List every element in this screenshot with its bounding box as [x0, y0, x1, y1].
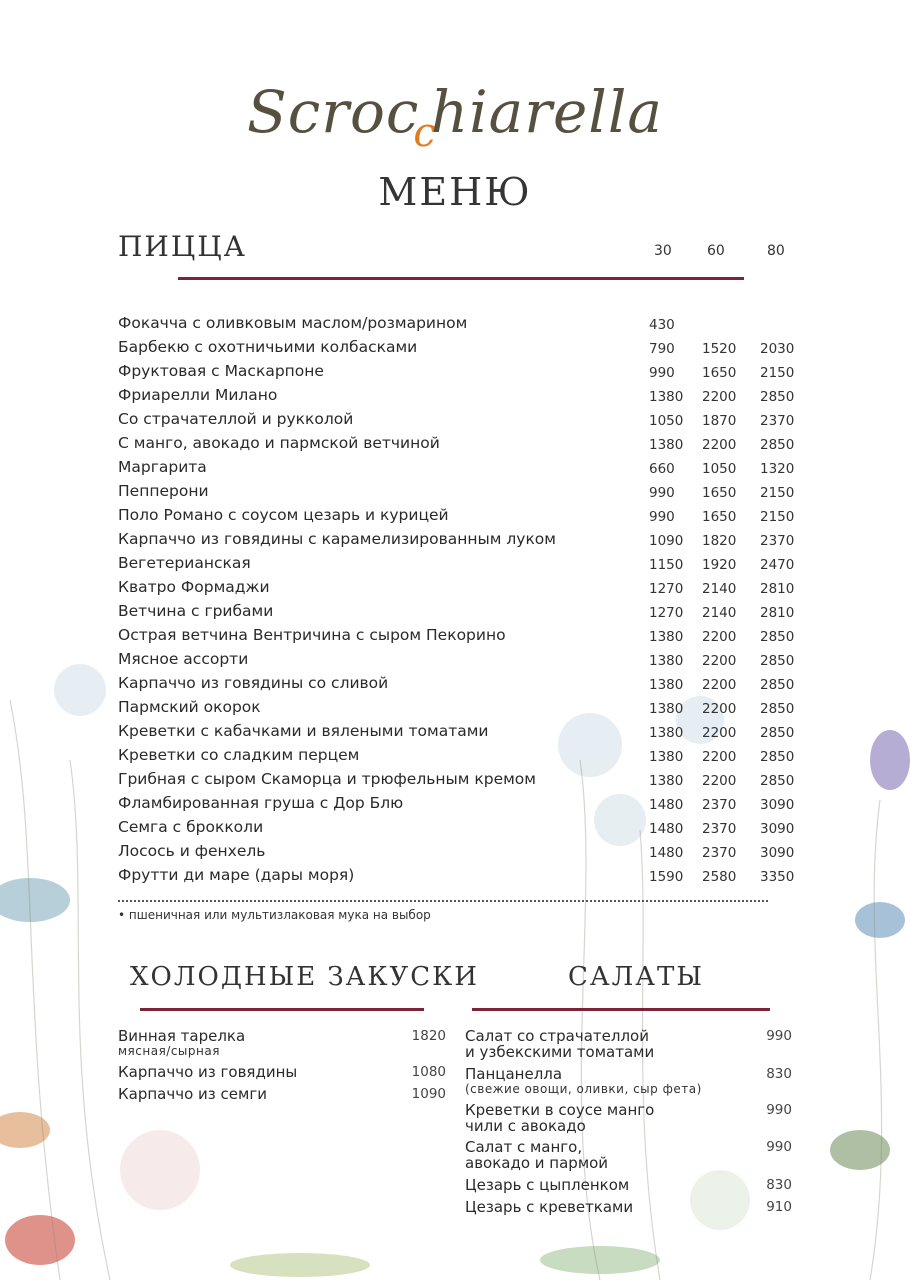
price-60: 2200: [702, 653, 737, 669]
price-80: 2850: [760, 389, 795, 405]
price-60: 2200: [702, 389, 737, 405]
price-60: 1920: [702, 557, 737, 573]
item-name: Цезарь с креветками: [465, 1198, 634, 1216]
item-name: Креветки со сладким перцем: [118, 746, 360, 764]
list-item: [118, 576, 808, 600]
list-item: [118, 624, 808, 648]
price-30: 1480: [649, 845, 684, 861]
item-name-line2: авокадо и пармой: [465, 1154, 609, 1172]
price-80: 2850: [760, 749, 795, 765]
item-price: 830: [766, 1177, 792, 1193]
list-item: [118, 456, 808, 480]
list-item: [465, 1028, 792, 1060]
item-price: 990: [766, 1028, 792, 1044]
list-item: [118, 528, 808, 552]
price-30: 1050: [649, 413, 684, 429]
list-item: [118, 1086, 446, 1102]
item-price: 990: [766, 1139, 792, 1155]
flour-footnote: • пшеничная или мультизлаковая мука на выбор: [118, 908, 431, 922]
price-30: 1590: [649, 869, 684, 885]
item-name: Фокачча с оливковым маслом/розмарином: [118, 314, 468, 332]
list-item: [118, 864, 808, 888]
price-80: 2030: [760, 341, 795, 357]
price-60: 2200: [702, 629, 737, 645]
cold-section-title: ХОЛОДНЫЕ ЗАКУСКИ: [130, 962, 479, 992]
price-80: 2150: [760, 365, 795, 381]
pizza-section-title: ПИЦЦА: [118, 230, 247, 263]
price-80: 2850: [760, 773, 795, 789]
price-30: 990: [649, 365, 675, 381]
size-80-header: 80: [767, 243, 785, 259]
item-price: 830: [766, 1066, 792, 1082]
item-name: Карпаччо из говядины с карамелизированным луком: [118, 530, 556, 548]
dotted-divider: [118, 900, 768, 902]
price-60: 2200: [702, 677, 737, 693]
price-80: 2850: [760, 629, 795, 645]
list-item: [118, 552, 808, 576]
price-80: 2810: [760, 581, 795, 597]
price-80: 2850: [760, 437, 795, 453]
cold-divider: [140, 1008, 424, 1011]
list-item: [118, 1028, 446, 1058]
item-name: Креветки в соусе манго: [465, 1101, 655, 1119]
list-item: [465, 1066, 792, 1096]
list-item: [465, 1139, 792, 1171]
list-item: [118, 336, 808, 360]
item-name: Барбекю с охотничьими колбасками: [118, 338, 418, 356]
item-price: 910: [766, 1199, 792, 1215]
price-80: 2370: [760, 413, 795, 429]
price-30: 1150: [649, 557, 684, 573]
item-name: Фрутти ди маре (дары моря): [118, 866, 355, 884]
item-name: Фруктовая с Маскарпоне: [118, 362, 324, 380]
price-60: 1650: [702, 485, 737, 501]
list-item: [118, 504, 808, 528]
price-30: 1380: [649, 677, 684, 693]
item-name: Поло Романо с соусом цезарь и курицей: [118, 506, 449, 524]
list-item: [118, 744, 808, 768]
price-30: 990: [649, 509, 675, 525]
price-80: 2370: [760, 533, 795, 549]
page-title: МЕНЮ: [378, 170, 532, 214]
price-60: 1650: [702, 365, 737, 381]
list-item: [118, 720, 808, 744]
price-60: 2370: [702, 797, 737, 813]
price-80: 2850: [760, 677, 795, 693]
price-80: 2850: [760, 725, 795, 741]
list-item: [118, 600, 808, 624]
list-item: [118, 408, 808, 432]
pizza-divider: [178, 277, 744, 280]
item-name: Салат с манго,: [465, 1138, 583, 1156]
item-name: Со страчателлой и рукколой: [118, 410, 354, 428]
list-item: [118, 840, 808, 864]
item-name: Салат со страчателлой: [465, 1027, 649, 1045]
price-80: 3090: [760, 821, 795, 837]
price-30: 660: [649, 461, 675, 477]
list-item: [118, 312, 808, 336]
item-name: Креветки с кабачками и вялеными томатами: [118, 722, 489, 740]
list-item: [465, 1199, 792, 1215]
item-name: С манго, авокадо и пармской ветчиной: [118, 434, 440, 452]
price-30: 1270: [649, 581, 684, 597]
item-name: Панцанелла: [465, 1065, 563, 1083]
item-name: Карпаччо из говядины со сливой: [118, 674, 389, 692]
price-60: 1520: [702, 341, 737, 357]
price-80: 3350: [760, 869, 795, 885]
price-60: 2200: [702, 773, 737, 789]
list-item: [118, 432, 808, 456]
item-price: 1080: [411, 1064, 446, 1080]
price-30: 1380: [649, 389, 684, 405]
price-60: 2200: [702, 437, 737, 453]
price-80: 2150: [760, 485, 795, 501]
price-30: 1090: [649, 533, 684, 549]
list-item: [118, 672, 808, 696]
price-60: 2200: [702, 749, 737, 765]
item-name: Винная тарелка: [118, 1027, 246, 1045]
item-description: (свежие овощи, оливки, сыр фета): [465, 1082, 702, 1096]
price-30: 1480: [649, 797, 684, 813]
item-name: Грибная с сыром Скаморца и трюфельным кремом: [118, 770, 536, 788]
item-name: Маргарита: [118, 458, 207, 476]
item-name: Вегетерианская: [118, 554, 251, 572]
item-name-line2: и узбекскими томатами: [465, 1043, 655, 1061]
item-name: Карпаччо из говядины: [118, 1063, 298, 1081]
list-item: [118, 360, 808, 384]
item-name: Пармский окорок: [118, 698, 261, 716]
price-60: 2370: [702, 821, 737, 837]
list-item: [118, 1064, 446, 1080]
size-30-header: 30: [654, 243, 672, 259]
list-item: [118, 768, 808, 792]
price-60: 1050: [702, 461, 737, 477]
pizza-list: [118, 312, 808, 888]
item-name: Лосось и фенхель: [118, 842, 266, 860]
price-60: 2580: [702, 869, 737, 885]
price-60: 2140: [702, 605, 737, 621]
list-item: [118, 792, 808, 816]
price-80: 3090: [760, 845, 795, 861]
price-30: 1380: [649, 701, 684, 717]
price-80: 2810: [760, 605, 795, 621]
price-80: 2850: [760, 653, 795, 669]
price-80: 1320: [760, 461, 795, 477]
list-item: [118, 384, 808, 408]
item-name: Фламбированная груша с Дор Блю: [118, 794, 404, 812]
item-price: 1090: [411, 1086, 446, 1102]
list-item: [118, 696, 808, 720]
item-name: Фриарелли Милано: [118, 386, 278, 404]
price-60: 2200: [702, 725, 737, 741]
size-60-header: 60: [707, 243, 725, 259]
price-30: 430: [649, 317, 675, 333]
price-30: 1380: [649, 749, 684, 765]
price-30: 1380: [649, 725, 684, 741]
item-name: Кватро Формаджи: [118, 578, 270, 596]
item-price: 990: [766, 1102, 792, 1118]
salads-section-title: САЛАТЫ: [568, 962, 704, 992]
price-60: 2140: [702, 581, 737, 597]
item-name: Ветчина с грибами: [118, 602, 274, 620]
brand-logo: Scroc$_c$hiarella: [247, 78, 663, 156]
item-price: 1820: [411, 1028, 446, 1044]
list-item: [118, 648, 808, 672]
price-60: 1820: [702, 533, 737, 549]
price-80: 2470: [760, 557, 795, 573]
salads-divider: [472, 1008, 770, 1011]
price-30: 1380: [649, 629, 684, 645]
item-name-line2: чили с авокадо: [465, 1117, 586, 1135]
list-item: [118, 816, 808, 840]
price-30: 1270: [649, 605, 684, 621]
price-30: 1480: [649, 821, 684, 837]
price-80: 2150: [760, 509, 795, 525]
price-30: 1380: [649, 653, 684, 669]
list-item: [118, 480, 808, 504]
item-description: мясная/сырная: [118, 1044, 220, 1058]
item-name: Пепперони: [118, 482, 209, 500]
price-60: 1870: [702, 413, 737, 429]
list-item: [465, 1177, 792, 1193]
price-60: 2200: [702, 701, 737, 717]
price-30: 1380: [649, 437, 684, 453]
price-30: 1380: [649, 773, 684, 789]
list-item: [465, 1102, 792, 1134]
price-30: 990: [649, 485, 675, 501]
item-name: Мясное ассорти: [118, 650, 249, 668]
item-name: Острая ветчина Вентричина с сыром Пекорино: [118, 626, 506, 644]
item-name: Семга с брокколи: [118, 818, 264, 836]
price-60: 1650: [702, 509, 737, 525]
price-80: 3090: [760, 797, 795, 813]
price-60: 2370: [702, 845, 737, 861]
item-name: Цезарь с цыпленком: [465, 1176, 630, 1194]
price-80: 2850: [760, 701, 795, 717]
item-name: Карпаччо из семги: [118, 1085, 267, 1103]
price-30: 790: [649, 341, 675, 357]
